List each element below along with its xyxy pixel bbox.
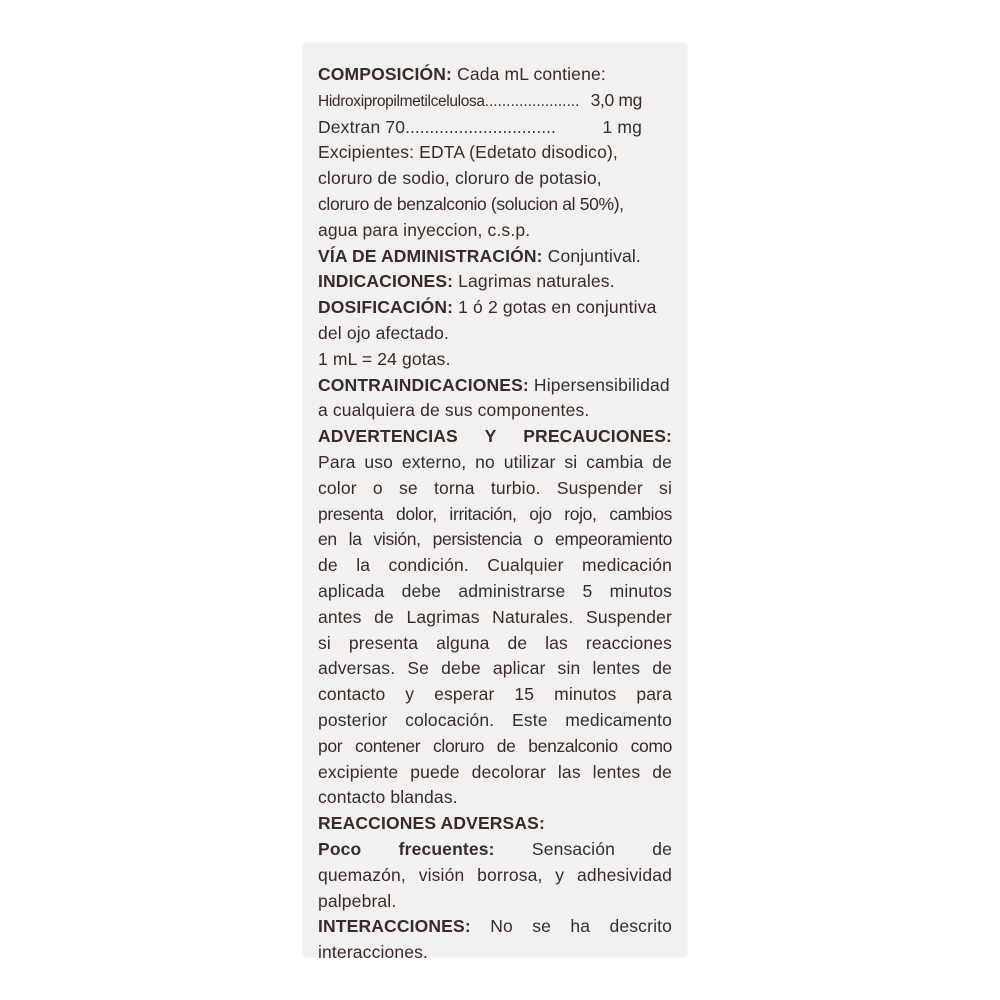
contraindicaciones-text: Hipersensibilidad [533,374,670,395]
advertencias-line: contacto blandas. [318,787,458,808]
advertencias-line: color o se torna turbio. Suspender si [318,477,672,498]
interacciones-line: interacciones. [318,942,429,963]
via-text: Conjuntival. [547,245,641,266]
ingredient-name: Hidroxipropilmetilcelulosa [318,92,485,110]
ingredient-value: 1 mg [602,116,642,137]
indicaciones-heading: INDICACIONES: [318,271,454,292]
advertencias-line: si presenta alguna de las reacciones [318,632,672,653]
label-panel [304,44,686,963]
advertencias-line: aplicada debe administrarse 5 minutos [318,580,672,601]
reacciones-line [318,837,672,863]
ingredient-value: 3,0 mg [590,89,642,110]
dosificacion-heading: DOSIFICACIÓN: [318,297,454,318]
advertencias-line: de la condición. Cualquier medicación [318,555,672,576]
advertencias-heading: ADVERTENCIAS Y PRECAUCIONES: [318,426,672,447]
label-text [318,62,672,966]
advertencias-line: contacto y esperar 15 minutos para [318,684,672,705]
advertencias-line: Para uso externo, no utilizar si cambia de [318,451,672,472]
reacciones-text: Sensación de [531,838,673,859]
reacciones-line: quemazón, visión borrosa, y adhesividad [318,864,672,885]
dosificacion-text: 1 ó 2 gotas en conjuntiva [458,297,657,318]
indicaciones-text: Lagrimas naturales. [458,271,615,292]
dosificacion-line [318,295,672,321]
excipients-line: cloruro de sodio, cloruro de potasio, [318,168,602,189]
ingredient-row [318,115,672,141]
interacciones-line [318,914,672,940]
ingredient-row [318,88,672,115]
advertencias-line: en la visión, persistencia o empeoramiento [318,529,672,550]
interacciones-text: No se ha descrito [490,916,672,937]
excipients-line: agua para inyeccion, c.s.p. [318,219,531,240]
via-heading: VÍA DE ADMINISTRACIÓN: [318,245,543,266]
advertencias-line: posterior colocación. Este medicamento [318,709,672,730]
reacciones-heading: REACCIONES ADVERSAS: [318,813,545,834]
dosificacion-line: 1 mL = 24 gotas. [318,348,451,369]
contraindicaciones-heading: CONTRAINDICACIONES: [318,374,529,395]
contraindicaciones-line [318,373,672,399]
interacciones-heading: INTERACCIONES: [318,916,471,937]
reacciones-subheading: Poco frecuentes: [318,838,495,859]
excipients-line: cloruro de benzalconio (solucion al 50%), [318,193,624,214]
indicaciones-line [318,269,672,295]
composicion-line [318,62,672,88]
dosificacion-line: del ojo afectado. [318,322,449,343]
excipients-line: Excipientes: EDTA (Edetato disodico), [318,142,618,163]
advertencias-line: presenta dolor, irritación, ojo rojo, cambios [318,503,672,524]
ingredient-dots: ...................... [484,92,580,110]
reacciones-line: palpebral. [318,890,397,911]
advertencias-line: por contener cloruro de benzalconio como [318,735,672,756]
advertencias-line: antes de Lagrimas Naturales. Suspender [318,606,672,627]
composicion-heading: COMPOSICIÓN: [318,64,453,84]
advertencias-line: adversas. Se debe aplicar sin lentes de [318,658,672,679]
composicion-intro: Cada mL contiene: [457,64,606,84]
ingredient-name: Dextran 70 [318,116,406,137]
advertencias-line: excipiente puede decolorar las lentes de [318,761,672,782]
contraindicaciones-line: a cualquiera de sus componentes. [318,400,590,421]
via-line [318,244,672,270]
ingredient-dots: ............................... [405,116,556,137]
